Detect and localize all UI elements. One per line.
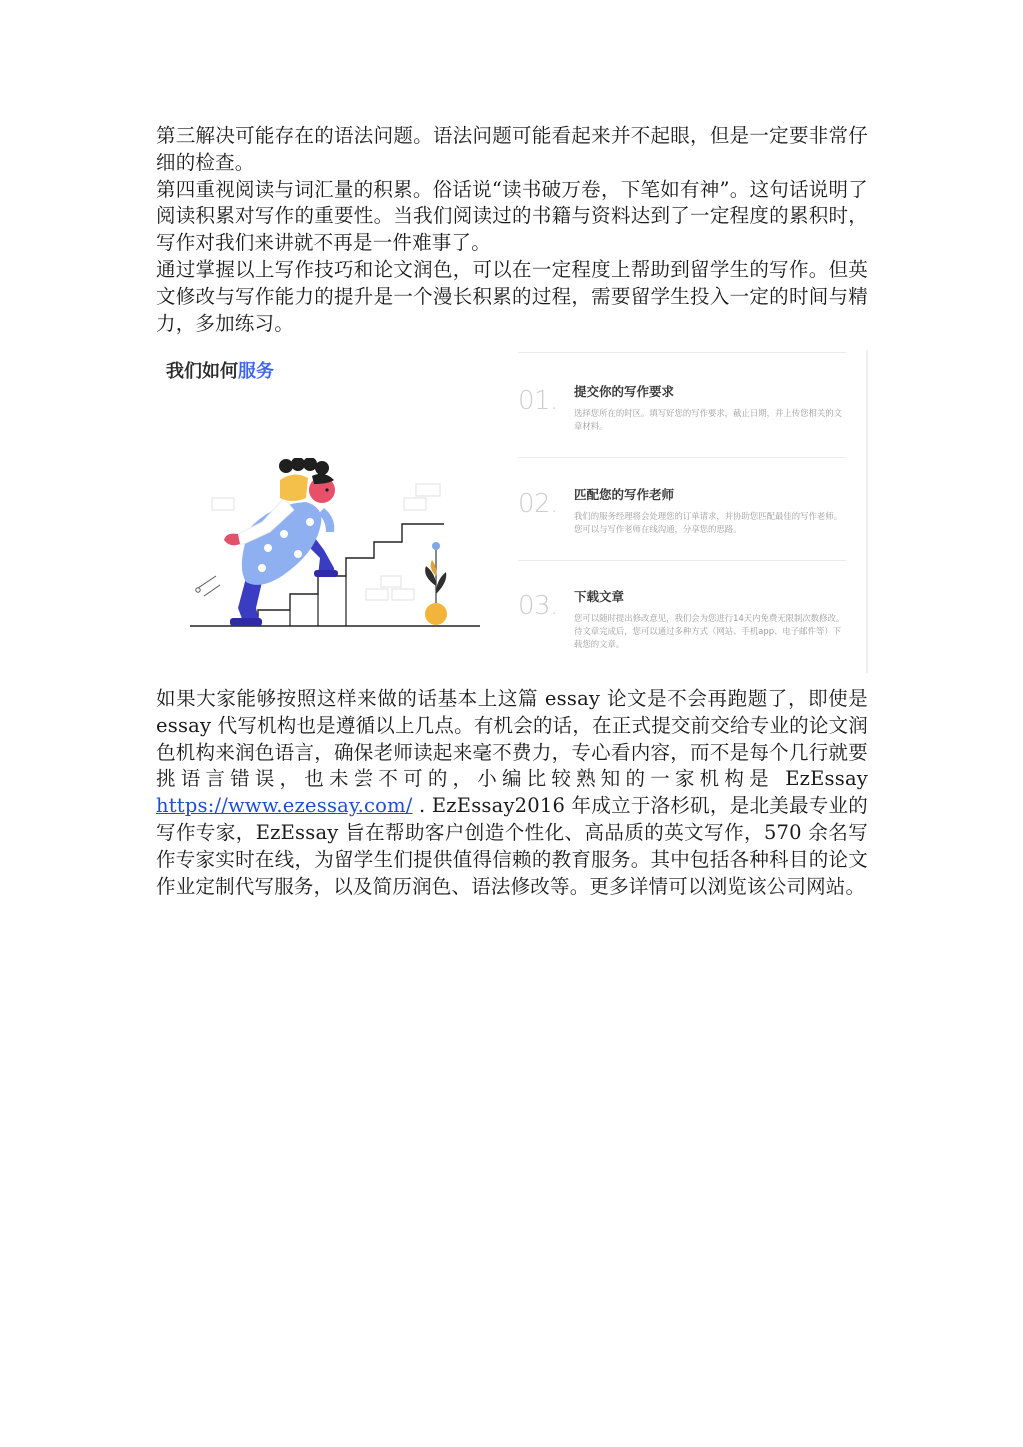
panel-title — [166, 357, 274, 383]
ezessay-link[interactable]: https://www.ezessay.com/ — [156, 794, 413, 818]
panel-edge — [866, 350, 868, 673]
top-text-block — [156, 123, 868, 337]
step-title: 提交你的写作要求 — [574, 384, 675, 399]
step-description: 您可以随时提出修改意见，我们会为您进行14天内免费无限制次数修改。待文章完成后，您可以通过多种方式（网站、手机app、电子邮件等）下载您的文章。 — [574, 613, 845, 649]
step-match-tutor — [518, 455, 846, 555]
step-title: 匹配您的写作老师 — [574, 487, 675, 502]
panel-title-prefix: 我们如何 — [166, 361, 238, 382]
paragraph-grammar: 第三解决可能存在的语法问题。语法问题可能看起来并不起眼，但是一定要非常仔细的检查。 — [156, 124, 868, 174]
step-number: 01. — [518, 386, 558, 416]
step-title: 下载文章 — [574, 589, 625, 604]
recommendation-text-start: 如果大家能够按照这样来做的话基本上这篇 essay 论文是不会再跑题了，即使是 essay 代写机构也是遵循以上几点。有机会的话，在正式提交前交给专业的论文润色机构来润色语言，确保老师读起来毫不费力，专心看内容，而不是每个几行就要挑语言错误，也未尝不可的，小编比较熟知的一家机构是 EzEssay — [156, 687, 868, 791]
service-image-panel — [156, 350, 868, 675]
paragraph-reading: 第四重视阅读与词汇量的积累。俗话说“读书破万卷，下笔如有神”。这句话说明了阅读积累对写作的重要性。当我们阅读过的书籍与资料达到了一定程度的累积时，写作对我们来讲就不再是一件难事了。 — [156, 177, 868, 255]
paragraph-summary: 通过掌握以上写作技巧和论文润色，可以在一定程度上帮助到留学生的写作。但英文修改与写作能力的提升是一个漫长积累的过程，需要留学生投入一定的时间与精力，多加练习。 — [156, 257, 868, 335]
paragraph-recommendation — [156, 686, 868, 900]
step-number: 03. — [518, 591, 558, 621]
step-description: 我们的服务经理将会处理您的订单请求，并协助您匹配最佳的写作老师。 您可以与写作老师在线沟通，分享您的思路。 — [574, 511, 842, 534]
recommendation-text-end: . EzEssay2016 年成立于洛杉矶，是北美最专业的写作专家，EzEssay 旨在帮助客户创造个性化、高品质的英文写作，570 余名写作专家实时在线，为留学生们提供值得信赖的教育服务。其中包括各种科目的论文作业定制代写服务，以及简历润色、语法修改等。更多详情可以浏览该公司网站。 — [156, 794, 868, 898]
step-description: 选择您所在的时区。填写好您的写作要求，截止日期，并上传您相关的文章材料。 — [574, 408, 842, 431]
step-submit-requirements — [518, 352, 846, 452]
stairs-climber-illustration — [186, 458, 486, 636]
step-download-article — [518, 557, 846, 657]
panel-title-accent: 服务 — [238, 361, 274, 382]
step-number: 02. — [518, 489, 558, 519]
bottom-text-block — [156, 686, 868, 900]
